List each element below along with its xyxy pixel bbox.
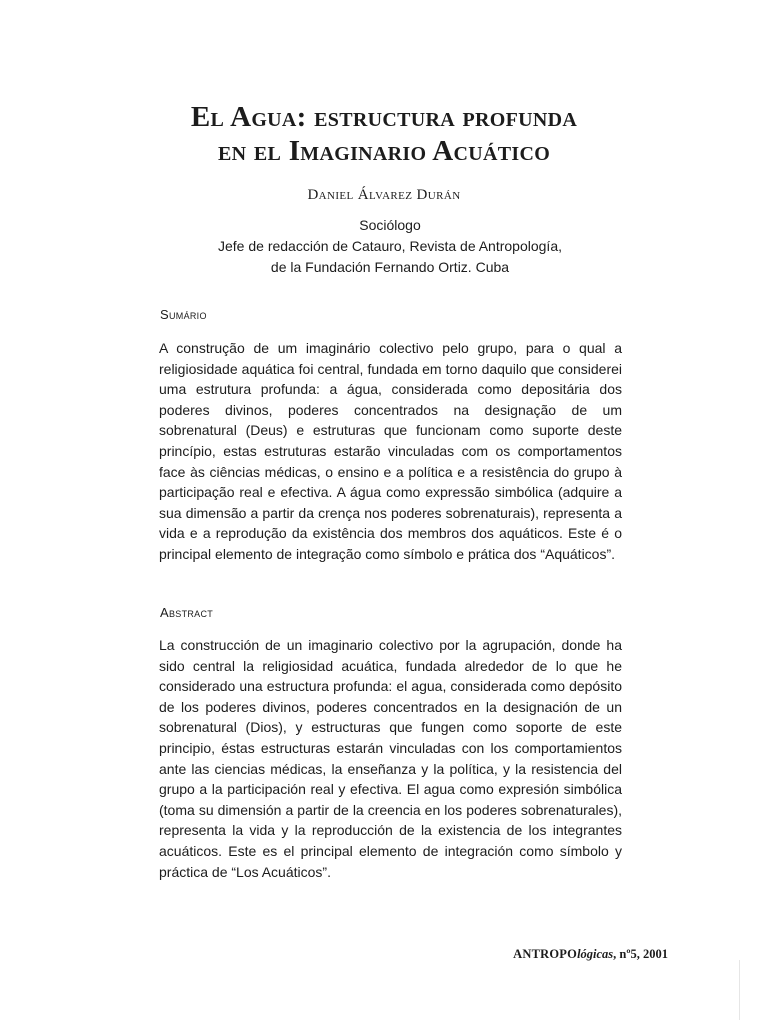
- author-institution: de la Fundación Fernando Ortiz. Cuba: [270, 259, 510, 275]
- sumario-paragraph: A construção de um imaginário colectivo pelo grupo, para o qual a religiosidade aquática foi central, fundada em torno daquilo que considerei uma estrutura profunda: a água, considerada como depositária dos poderes divinos, poderes concentrados na designação de um sobrenatural (Deus) e estruturas que funcionam como suporte deste princípio, estas estruturas estarão vinculadas com os comportamentos face às ciências médicas, o ensino e a política e a resistência do grupo à participação real e efectiva. A água como expressão simbólica (adquire a sua dimensão a partir da crença nos poderes sobrenaturais), representa a vida e a reprodução da existência dos membros dos aquáticos. Este é o principal elemento de integração como símbolo e prática dos “Aquáticos”.: [159, 340, 622, 562]
- journal-issue: , nº5, 2001: [613, 947, 668, 961]
- author-name: Daniel Álvarez Durán: [307, 187, 461, 203]
- journal-name-script: lógicas: [577, 947, 614, 961]
- paper-title-line-1: El Agua: estructura profunda: [190, 101, 578, 133]
- author-position: Jefe de redacción de Catauro, Revista de Antropología,: [218, 238, 562, 254]
- abstract-paragraph: La construcción de un imaginario colectivo por la agrupación, donde ha sido central la religiosidad acuática, fundada alrededor de lo que he considerado una estructura profunda: el agua, considerada como depósito de los poderes divinos, poderes concentrados en la designación de un sobrenatural (Dios), y estructuras que fungen como soporte de este principio, éstas estructuras estarán vinculadas con los comportamientos ante las ciencias médicas, la enseñanza y la política, y la resistencia del grupo a la participación real y efectiva. El agua como expresión simbólica (toma su dimensión a partir de la creencia en los poderes sobrenaturales), representa la vida y la reproducción de la existencia de los integrantes acuáticos. Este es el principal elemento de integración como símbolo y práctica de “Los Acuáticos”.: [159, 637, 622, 880]
- journal-footer: [513, 947, 668, 962]
- abstract-heading: Abstract: [160, 605, 214, 620]
- sumario-heading: Sumário: [160, 307, 207, 322]
- paper-title-line-2: en el Imaginario Acuático: [217, 135, 551, 167]
- journal-name: ANTROPO: [513, 947, 578, 961]
- scan-edge-mark: [739, 960, 740, 1020]
- author-role: Sociólogo: [359, 217, 421, 233]
